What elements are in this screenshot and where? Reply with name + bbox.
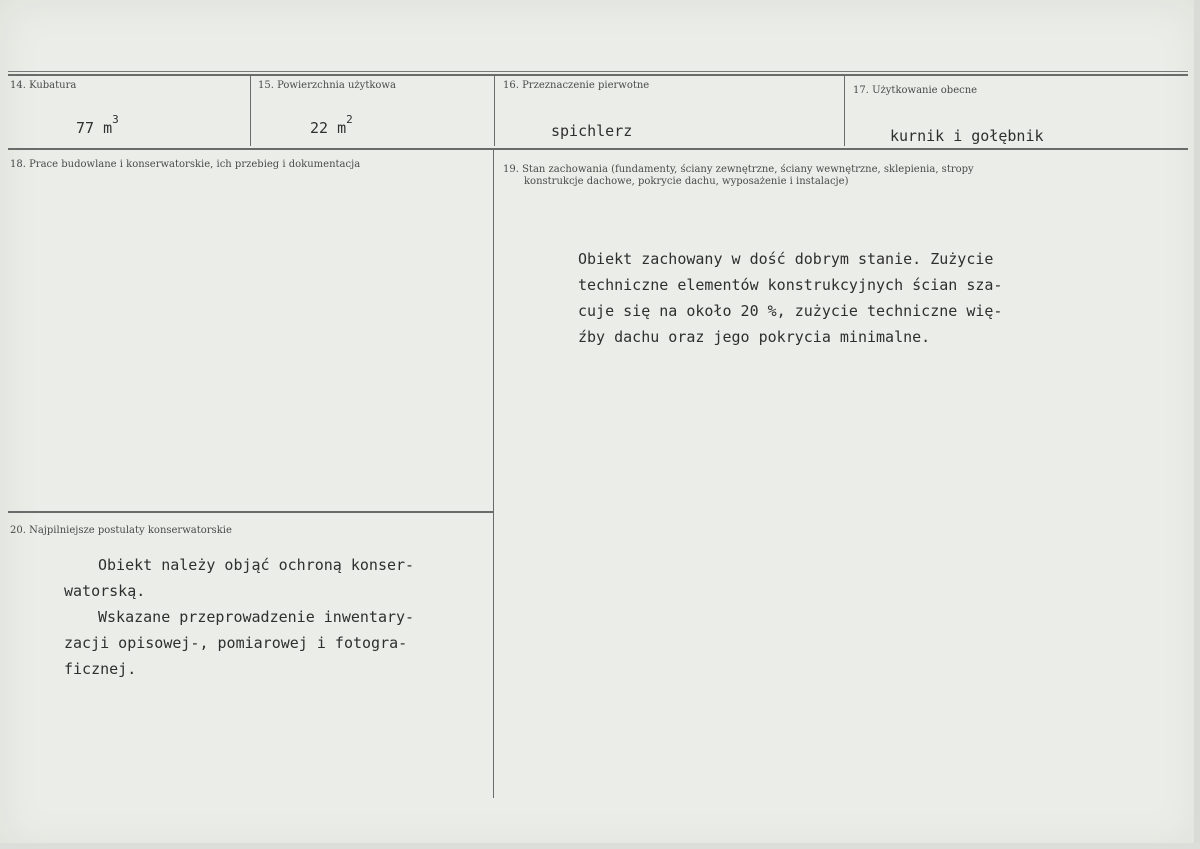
card-edge-right — [1194, 0, 1200, 849]
field-20-line-5: ficznej. — [64, 660, 137, 678]
field-14-value — [76, 113, 119, 137]
divider-18-20 — [8, 511, 493, 513]
field-16-label: 16. Przeznaczenie pierwotne — [503, 80, 650, 91]
field-14-label: 14. Kubatura — [10, 80, 77, 91]
field-20-line-1: Obiekt należy objąć ochroną konser- — [98, 556, 415, 574]
field-19-line-1: Obiekt zachowany w dość dobrym stanie. Zużycie — [578, 250, 994, 268]
field-15-value — [310, 113, 353, 137]
field-18-label: 18. Prace budowlane i konserwatorskie, ich przebieg i dokumentacja — [10, 159, 361, 170]
field-19-label-line1: 19. Stan zachowania (fundamenty, ściany zewnętrzne, ściany wewnętrzne, sklepienia, stropy — [503, 164, 974, 175]
top-rule-thin — [8, 71, 1188, 72]
field-15-label: 15. Powierzchnia użytkowa — [258, 80, 396, 91]
field-17-label: 17. Użytkowanie obecne — [853, 85, 978, 96]
field-15-value-text: 22 m — [310, 119, 347, 137]
field-16-value: spichlerz — [551, 122, 633, 140]
field-15-exponent: 2 — [346, 113, 353, 126]
divider-15-16 — [494, 75, 495, 146]
divider-14-15 — [250, 75, 251, 146]
field-19-line-3: cuje się na około 20 %, zużycie techniczne wię- — [578, 302, 1003, 320]
field-19-line-2: techniczne elementów konstrukcyjnych ścian sza- — [578, 276, 1003, 294]
field-20-line-2: watorską. — [64, 582, 146, 600]
row1-bottom-rule — [8, 148, 1188, 150]
top-rule — [8, 74, 1188, 76]
field-20-line-3: Wskazane przeprowadzenie inwentary- — [98, 608, 415, 626]
field-14-value-text: 77 m — [76, 119, 113, 137]
field-17-value: kurnik i gołębnik — [890, 127, 1044, 145]
field-19-line-4: źby dachu oraz jego pokrycia minimalne. — [578, 328, 931, 346]
field-20-label: 20. Najpilniejsze postulaty konserwatorskie — [10, 525, 232, 536]
field-19-text — [578, 246, 1002, 350]
field-20-line-4: zacji opisowej-, pomiarowej i fotogra- — [64, 634, 408, 652]
field-14-exponent: 3 — [112, 113, 119, 126]
divider-left-right — [493, 150, 494, 798]
field-20-text — [64, 552, 414, 682]
divider-16-17 — [844, 75, 845, 146]
field-19-label-line2: konstrukcje dachowe, pokrycie dachu, wyposażenie i instalacje) — [524, 176, 849, 187]
card-edge-bottom — [0, 843, 1200, 849]
